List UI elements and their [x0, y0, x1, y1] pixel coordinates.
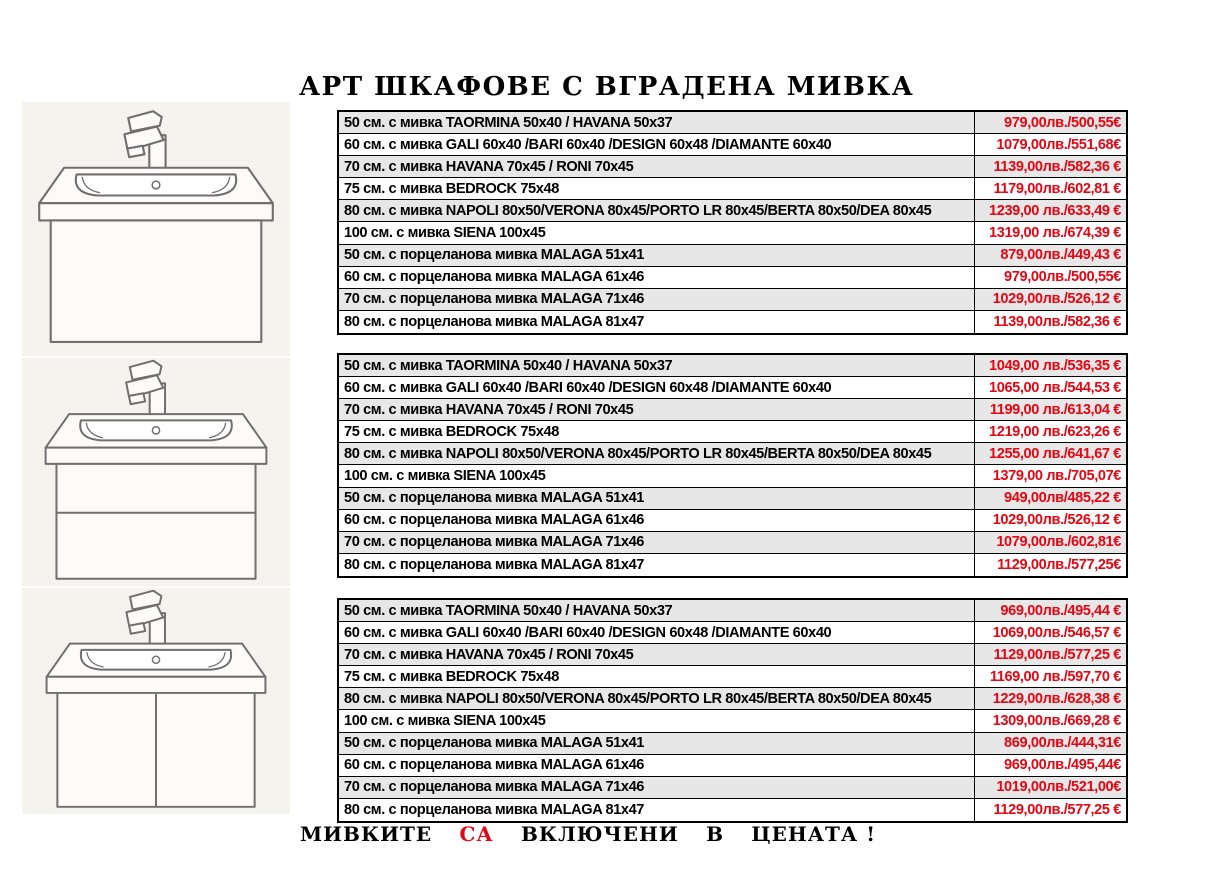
- product-price: 1069,00лв./546,57 €: [992, 624, 1121, 641]
- product-description: 60 см. с мивка GALI 60x40 /BARI 60x40 /DESIGN 60x48 /DIAMANTE 60x40: [339, 377, 975, 398]
- product-price: 949,00лв/485,22 €: [1004, 490, 1121, 507]
- footer-word: ЦЕНАТА !: [751, 822, 876, 846]
- product-price: 1219,00 лв./623,26 €: [989, 423, 1121, 440]
- product-price: 1129,00лв./577,25 €: [993, 801, 1121, 818]
- price-row: [339, 222, 1126, 244]
- product-price: 1129,00лв./577,25 €: [993, 646, 1121, 663]
- product-description: 75 см. с мивка BEDROCK 75x48: [339, 421, 975, 442]
- price-row: [339, 799, 1126, 821]
- product-price: 1169,00 лв./597,70 €: [989, 668, 1121, 685]
- price-row: [339, 600, 1126, 622]
- price-table-3: [337, 598, 1128, 823]
- price-row: [339, 622, 1126, 644]
- footer-note: [300, 822, 876, 846]
- product-description: 80 см. с мивка NAPOLI 80x50/VERONA 80x45/PORTO LR 80x45/BERTA 80x50/DEA 80x45: [339, 688, 975, 709]
- product-description: 80 см. с порцеланова мивка MALAGA 81x47: [339, 554, 975, 576]
- product-price: 869,00лв./444,31€: [1004, 735, 1121, 752]
- product-description: 60 см. с мивка GALI 60x40 /BARI 60x40 /DESIGN 60x48 /DIAMANTE 60x40: [339, 622, 975, 643]
- product-description: 50 см. с порцеланова мивка MALAGA 51x41: [339, 733, 975, 754]
- product-description: 100 см. с мивка SIENA 100x45: [339, 222, 975, 243]
- product-description: 70 см. с порцеланова мивка MALAGA 71x46: [339, 777, 975, 798]
- price-row: [339, 443, 1126, 465]
- product-description: 50 см. с порцеланова мивка MALAGA 51x41: [339, 488, 975, 509]
- product-description: 70 см. с мивка HAVANA 70x45 / RONI 70x45: [339, 644, 975, 665]
- price-row: [339, 666, 1126, 688]
- product-description: 80 см. с порцеланова мивка MALAGA 81x47: [339, 799, 975, 821]
- product-description: 80 см. с мивка NAPOLI 80x50/VERONA 80x45/PORTO LR 80x45/BERTA 80x50/DEA 80x45: [339, 200, 975, 221]
- product-price: 1309,00лв./669,28 €: [992, 713, 1121, 730]
- product-price: 969,00лв./495,44€: [1004, 757, 1121, 774]
- product-price: 1029,00лв./526,12 €: [992, 291, 1121, 308]
- price-row: [339, 465, 1126, 487]
- product-price: 1079,00лв./602,81€: [996, 534, 1121, 551]
- price-row: [339, 421, 1126, 443]
- price-row: [339, 644, 1126, 666]
- product-description: 70 см. с мивка HAVANA 70x45 / RONI 70x45: [339, 156, 975, 177]
- price-row: [339, 377, 1126, 399]
- product-description: 100 см. с мивка SIENA 100x45: [339, 710, 975, 731]
- product-description: 70 см. с мивка HAVANA 70x45 / RONI 70x45: [339, 399, 975, 420]
- product-description: 60 см. с порцеланова мивка MALAGA 61x46: [339, 755, 975, 776]
- product-price: 1079,00лв./551,68€: [996, 136, 1121, 153]
- footer-word: ВКЛЮЧЕНИ: [520, 822, 679, 846]
- product-price: 1319,00 лв./674,39 €: [989, 225, 1121, 242]
- product-price: 979,00лв./500,55€: [1004, 114, 1121, 131]
- product-description: 50 см. с мивка TAORMINA 50x40 / HAVANA 50x37: [339, 600, 975, 621]
- product-price: 969,00лв./495,44 €: [1000, 602, 1121, 619]
- vanity-two-doors-image: [22, 588, 290, 814]
- price-row: [339, 710, 1126, 732]
- product-description: 80 см. с порцеланова мивка MALAGA 81x47: [339, 311, 975, 333]
- footer-word: СА: [459, 822, 494, 846]
- price-row: [339, 112, 1126, 134]
- product-description: 80 см. с мивка NAPOLI 80x50/VERONA 80x45/PORTO LR 80x45/BERTA 80x50/DEA 80x45: [339, 443, 975, 464]
- product-description: 60 см. с порцеланова мивка MALAGA 61x46: [339, 510, 975, 531]
- product-price: 1199,00 лв./613,04 €: [989, 401, 1121, 418]
- vanity-two-drawers-image: [22, 358, 290, 586]
- price-row: [339, 289, 1126, 311]
- product-description: 50 см. с мивка TAORMINA 50x40 / HAVANA 50x37: [339, 355, 975, 376]
- product-price: 1179,00лв./602,81 €: [993, 180, 1121, 197]
- product-price: 1255,00 лв./641,67 €: [989, 445, 1121, 462]
- price-row: [339, 488, 1126, 510]
- product-price: 1379,00 лв./705,07€: [992, 468, 1121, 485]
- price-row: [339, 755, 1126, 777]
- product-price: 879,00лв./449,43 €: [1000, 247, 1121, 264]
- price-row: [339, 510, 1126, 532]
- page-title: АРТ ШКАФОВЕ С ВГРАДЕНА МИВКА: [299, 72, 915, 102]
- product-description: 100 см. с мивка SIENA 100x45: [339, 465, 975, 486]
- footer-word: В: [706, 822, 724, 846]
- product-price: 1229,00лв./628,38 €: [992, 690, 1121, 707]
- footer-word: МИВКИТЕ: [300, 822, 433, 846]
- price-table-1: [337, 110, 1128, 335]
- price-table-2: [337, 353, 1128, 578]
- price-row: [339, 267, 1126, 289]
- product-description: 50 см. с порцеланова мивка MALAGA 51x41: [339, 245, 975, 266]
- product-description: 70 см. с порцеланова мивка MALAGA 71x46: [339, 532, 975, 553]
- product-description: 75 см. с мивка BEDROCK 75x48: [339, 178, 975, 199]
- product-price: 1239,00 лв./633,49 €: [989, 202, 1121, 219]
- product-description: 60 см. с порцеланова мивка MALAGA 61x46: [339, 267, 975, 288]
- product-description: 60 см. с мивка GALI 60x40 /BARI 60x40 /DESIGN 60x48 /DIAMANTE 60x40: [339, 134, 975, 155]
- price-row: [339, 178, 1126, 200]
- price-row: [339, 355, 1126, 377]
- price-row: [339, 688, 1126, 710]
- product-price: 1139,00лв./582,36 €: [993, 158, 1121, 175]
- price-row: [339, 245, 1126, 267]
- product-price: 1139,00лв./582,36 €: [993, 313, 1121, 330]
- vanity-single-front-image: [22, 102, 290, 356]
- product-price: 1065,00 лв./544,53 €: [989, 379, 1121, 396]
- price-row: [339, 399, 1126, 421]
- product-price: 1019,00лв./521,00€: [996, 779, 1121, 796]
- price-row: [339, 532, 1126, 554]
- price-row: [339, 134, 1126, 156]
- price-row: [339, 311, 1126, 333]
- price-row: [339, 156, 1126, 178]
- product-price: 979,00лв./500,55€: [1004, 269, 1121, 286]
- product-price: 1129,00лв./577,25€: [997, 556, 1121, 573]
- price-row: [339, 777, 1126, 799]
- product-description: 70 см. с порцеланова мивка MALAGA 71x46: [339, 289, 975, 310]
- product-description: 50 см. с мивка TAORMINA 50x40 / HAVANA 50x37: [339, 112, 975, 133]
- product-price: 1049,00 лв./536,35 €: [989, 357, 1121, 374]
- price-row: [339, 733, 1126, 755]
- product-description: 75 см. с мивка BEDROCK 75x48: [339, 666, 975, 687]
- price-row: [339, 554, 1126, 576]
- price-row: [339, 200, 1126, 222]
- product-price: 1029,00лв./526,12 €: [992, 512, 1121, 529]
